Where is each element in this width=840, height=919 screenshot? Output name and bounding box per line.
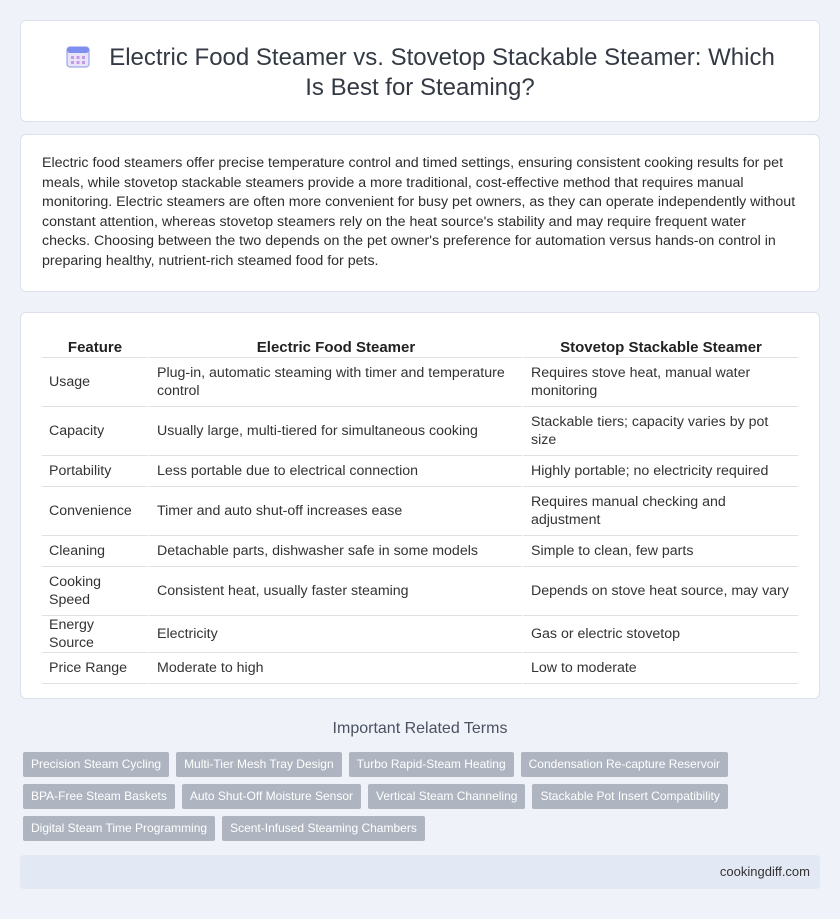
table-cell: Low to moderate: [522, 653, 798, 684]
table-cell: Timer and auto shut-off increases ease: [148, 487, 522, 536]
table-cell: Cooking Speed: [42, 567, 148, 616]
related-term-tag[interactable]: BPA-Free Steam Baskets: [23, 784, 175, 809]
table-cell: Usage: [42, 358, 148, 407]
page-title: [61, 43, 779, 103]
table-header-row: [42, 333, 798, 358]
related-terms-heading: Important Related Terms: [332, 720, 508, 737]
table-cell: Depends on stove heat source, may vary: [522, 567, 798, 616]
site-name[interactable]: cookingdiff.com: [719, 864, 810, 879]
table-cell: Gas or electric stovetop: [522, 616, 798, 653]
title-card: [20, 20, 820, 122]
table-cell: Cleaning: [42, 536, 148, 567]
calendar-icon: [65, 43, 91, 69]
related-term-tag[interactable]: Precision Steam Cycling: [23, 752, 169, 777]
table-cell: Stackable tiers; capacity varies by pot size: [522, 407, 798, 456]
related-term-tag[interactable]: Multi-Tier Mesh Tray Design: [176, 752, 342, 777]
table-row: [42, 407, 798, 456]
table-cell: Plug-in, automatic steaming with timer and temperature control: [148, 358, 522, 407]
table-cell: Usually large, multi-tiered for simultaneous cooking: [148, 407, 522, 456]
table-cell: Requires manual checking and adjustment: [522, 487, 798, 536]
table-cell: Detachable parts, dishwasher safe in some models: [148, 536, 522, 567]
related-term-tag[interactable]: Turbo Rapid-Steam Heating: [349, 752, 514, 777]
table-row: [42, 653, 798, 684]
title-text: Electric Food Steamer vs. Stovetop Stackable Steamer: Which Is Best for Steaming?: [109, 44, 775, 101]
table-cell: Simple to clean, few parts: [522, 536, 798, 567]
table-cell: Less portable due to electrical connection: [148, 456, 522, 487]
footer: [20, 855, 820, 889]
table-row: [42, 358, 798, 407]
table-cell: Portability: [42, 456, 148, 487]
column-header: Electric Food Steamer: [148, 333, 522, 358]
table-cell: Energy Source: [42, 616, 148, 653]
comparison-table: [42, 333, 798, 684]
table-row: [42, 536, 798, 567]
related-terms-list: [23, 752, 823, 848]
table-cell: Requires stove heat, manual water monitoring: [522, 358, 798, 407]
related-term-tag[interactable]: Scent-Infused Steaming Chambers: [222, 816, 425, 841]
table-cell: Price Range: [42, 653, 148, 684]
column-header: Feature: [42, 333, 148, 358]
table-cell: Highly portable; no electricity required: [522, 456, 798, 487]
related-term-tag[interactable]: Condensation Re-capture Reservoir: [521, 752, 728, 777]
table-row: [42, 456, 798, 487]
table-cell: Moderate to high: [148, 653, 522, 684]
summary-text: Electric food steamers offer precise temperature control and timed settings, ensuring consistent cooking results for pet meals, while stovetop stackable steamers provide a more traditional, cost-effective method that requires manual monitoring. Electric steamers are often more convenient for busy pet owners, as they can operate independently without constant attention, whereas stovetop steamers rely on the heat source's stability and may require frequent water checks. Choosing between the two depends on the pet owner's preference for automation versus hands-on control in preparing healthy, nutrient-rich steamed food for pets.: [42, 155, 796, 269]
table-cell: Convenience: [42, 487, 148, 536]
table-cell: Consistent heat, usually faster steaming: [148, 567, 522, 616]
table-row: [42, 487, 798, 536]
table-row: [42, 567, 798, 616]
table-cell: Electricity: [148, 616, 522, 653]
related-term-tag[interactable]: Stackable Pot Insert Compatibility: [532, 784, 727, 809]
comparison-card: [20, 312, 820, 699]
related-term-tag[interactable]: Digital Steam Time Programming: [23, 816, 215, 841]
table-row: [42, 616, 798, 653]
related-term-tag[interactable]: Vertical Steam Channeling: [368, 784, 525, 809]
table-cell: Capacity: [42, 407, 148, 456]
related-term-tag[interactable]: Auto Shut-Off Moisture Sensor: [182, 784, 361, 809]
column-header: Stovetop Stackable Steamer: [522, 333, 798, 358]
summary-card: [20, 134, 820, 292]
